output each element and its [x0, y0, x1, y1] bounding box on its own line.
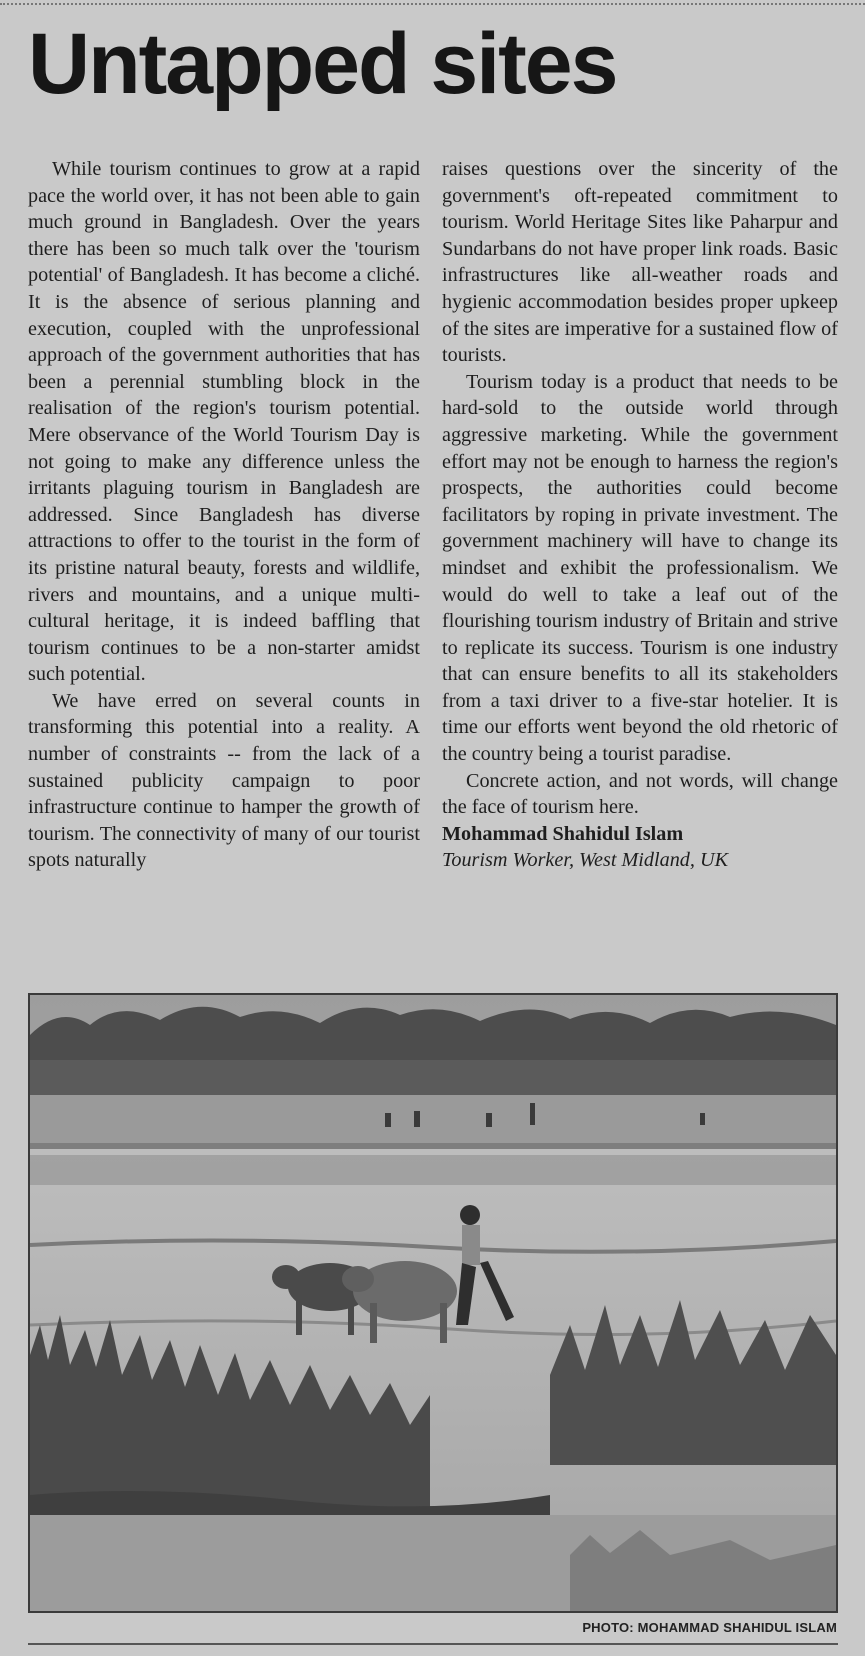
headline: Untapped sites	[28, 16, 617, 112]
photo-illustration	[30, 995, 836, 1611]
article-column-right	[442, 156, 838, 874]
photo-paddy-field	[28, 993, 838, 1613]
paragraph: While tourism continues to grow at a rapid pace the world over, it has not been able to gain much ground in Bangladesh. Over the years there has been so much talk over the 'tourism potential' of Bangladesh. It has become a cliché. It is the absence of serious planning and execution, coupled with the unprofessional approach of the government authorities that has been a perennial stumbling block in the realisation of the region's tourism potential. Mere observance of the World Tourism Day is not going to make any difference unless the irritants plaguing tourism in Bangladesh are addressed. Since Bangladesh has diverse attractions to offer to the tourist in the form of its pristine natural beauty, forests and wildlife, rivers and mountains, and a unique multi-cultural heritage, it is indeed baffling that tourism continues to be a non-starter amidst such potential.	[28, 158, 420, 686]
paragraph: Concrete action, and not words, will change the face of tourism here.	[442, 769, 838, 819]
paragraph: Tourism today is a product that needs to be hard-sold to the outside world through aggressive marketing. While the government effort may not be enough to harness the region's prospects, the authorities could become facilitators by roping in private investment. The government machinery will have to change its mindset and exhibit the professionalism. We would do well to take a leaf out of the flourishing tourism industry of Britain and strive to replicate its success. Tourism is one industry that can ensure benefits to all its stakeholders from a taxi driver to a five-star hotelier. It is time our efforts went beyond the old rhetoric of the country being a tourist paradise.	[442, 370, 838, 766]
photo-credit: PHOTO: MOHAMMAD SHAHIDUL ISLAM	[582, 1620, 837, 1635]
bottom-rule	[28, 1643, 838, 1645]
top-dotted-rule	[0, 3, 865, 5]
article-column-left	[28, 156, 420, 874]
paragraph: raises questions over the sincerity of the government's oft-repeated commitment to tourism. World Heritage Sites like Paharpur and Sundarbans do not have proper link roads. Basic infrastructures like all-weather roads and hygienic accommodation besides proper upkeep of the sites are imperative for a sustained flow of tourists.	[442, 158, 838, 367]
paragraph: We have erred on several counts in transforming this potential into a reality. A number of constraints -- from the lack of a sustained publicity campaign to poor infrastructure continue to hamper the growth of tourism. The connectivity of many of our tourist spots naturally	[28, 689, 420, 872]
author-role: Tourism Worker, West Midland, UK	[442, 849, 729, 872]
author-name: Mohammad Shahidul Islam	[442, 822, 684, 845]
